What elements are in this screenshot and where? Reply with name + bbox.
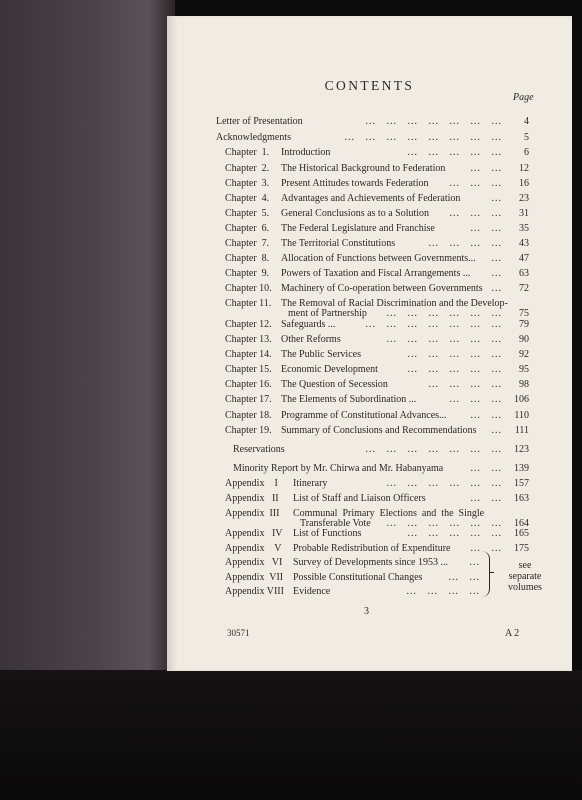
toc-entry <box>167 222 572 236</box>
toc-entry-title: Survey of Developments since 1953 ... <box>293 557 448 568</box>
toc-entry-title: Safeguards ... <box>281 319 336 330</box>
toc-entry-title: Possible Constitutional Changes <box>293 572 423 583</box>
toc-entry-label: Chapter 8. <box>225 253 270 264</box>
toc-entry <box>167 348 572 362</box>
toc-page-number: 43 <box>519 238 529 249</box>
toc-page-number: 98 <box>519 379 529 390</box>
toc-entry-label: Chapter 1. <box>225 147 270 158</box>
toc-leader-dots: ... ... ... ... ... <box>407 147 502 158</box>
toc-entry <box>167 333 572 347</box>
toc-leader-dots: ... <box>491 283 502 294</box>
toc-entry <box>167 462 572 476</box>
page-number: 3 <box>364 606 369 617</box>
toc-page-number: 111 <box>514 425 529 436</box>
toc-entry-title: Summary of Conclusions and Recommendations <box>281 425 477 436</box>
toc-leader-dots: ... ... ... <box>449 394 502 405</box>
toc-entry <box>167 131 572 145</box>
toc-entry-label: Chapter 14. <box>225 349 272 360</box>
toc-page-number: 92 <box>519 349 529 360</box>
toc-leader-dots: ... ... ... ... ... ... <box>386 334 502 345</box>
toc-entry-title: The Federal Legislature and Franchise <box>281 223 435 234</box>
toc-leader-dots: ... ... ... ... ... ... <box>386 308 502 319</box>
toc-leader-dots: ... ... <box>470 463 502 474</box>
toc-entry-title: Reservations <box>233 444 285 455</box>
toc-page-number: 139 <box>514 463 529 474</box>
toc-page-number: 123 <box>514 444 529 455</box>
toc-leader-dots: ... ... ... ... <box>428 379 502 390</box>
toc-entry-label: Chapter 13. <box>225 334 272 345</box>
toc-leader-dots: ... ... <box>448 572 480 583</box>
toc-page-number: 16 <box>519 178 529 189</box>
toc-entry-title-continued: Transferable Vote <box>300 518 371 529</box>
toc-entry-label: Appendix V <box>225 543 282 554</box>
toc-entry-title: The Public Services <box>281 349 361 360</box>
toc-entry-label: Chapter 6. <box>225 223 270 234</box>
toc-entry-title: Acknowledgments <box>216 132 291 143</box>
toc-page-number: 31 <box>519 208 529 219</box>
toc-page-number: 95 <box>519 364 529 375</box>
toc-entry-title: Powers of Taxation and Fiscal Arrangements ... <box>281 268 471 279</box>
toc-page-number: 106 <box>514 394 529 405</box>
toc-leader-dots: ... ... <box>470 223 502 234</box>
toc-leader-dots: ... ... ... <box>449 208 502 219</box>
toc-entry-title: Allocation of Functions between Governments... <box>281 253 476 264</box>
toc-entry <box>167 443 572 457</box>
toc-entry-label: Appendix I <box>225 478 278 489</box>
toc-leader-dots: ... ... ... ... ... <box>407 349 502 360</box>
toc-entry-title: The Elements of Subordination ... <box>281 394 417 405</box>
toc-entry-title: List of Functions <box>293 528 362 539</box>
toc-leader-dots: ... ... ... ... ... ... ... <box>365 116 502 127</box>
toc-page-number: 157 <box>514 478 529 489</box>
toc-entry <box>167 393 572 407</box>
toc-entry <box>167 318 572 332</box>
toc-page-number: 175 <box>514 543 529 554</box>
toc-entry-label: Appendix VI <box>225 557 283 568</box>
toc-page-number: 110 <box>514 410 529 421</box>
toc-entry-title: Machinery of Co-operation between Governments <box>281 283 483 294</box>
toc-leader-dots: ... <box>491 193 502 204</box>
toc-entry-label: Chapter 5. <box>225 208 270 219</box>
toc-entry <box>167 177 572 191</box>
toc-leader-dots: ... ... ... ... ... ... ... <box>365 319 502 330</box>
toc-page-number: 4 <box>524 116 529 127</box>
toc-entry-label: Chapter 2. <box>225 163 270 174</box>
toc-leader-dots: ... ... ... <box>449 178 502 189</box>
toc-entry <box>167 297 572 319</box>
toc-entry-label: Chapter 19. <box>225 425 272 436</box>
toc-entry-label: Appendix III <box>225 508 280 519</box>
see-note-line: see <box>518 560 532 571</box>
toc-page-number: 75 <box>519 308 529 319</box>
toc-leader-dots: ... ... ... ... ... ... <box>386 478 502 489</box>
print-code: 30571 <box>227 628 250 638</box>
scan-background-bottom <box>0 670 582 800</box>
toc-entry-title: Economic Development <box>281 364 378 375</box>
toc-leader-dots: ... ... ... ... <box>406 586 480 597</box>
toc-entry-label: Appendix VII <box>225 572 284 583</box>
toc-page-number: 90 <box>519 334 529 345</box>
toc-page-number: 163 <box>514 493 529 504</box>
toc-page-number: 35 <box>519 223 529 234</box>
toc-leader-dots: ... <box>491 425 502 436</box>
toc-entry-title: Introduction <box>281 147 331 158</box>
toc-entry-title: Communal Primary Elections and the Single <box>293 508 485 519</box>
document-page <box>167 16 572 671</box>
toc-leader-dots: ... <box>469 557 480 568</box>
toc-entry-label: Chapter 4. <box>225 193 270 204</box>
toc-leader-dots: ... ... ... ... ... ... ... ... <box>344 132 502 143</box>
toc-entry <box>167 252 572 266</box>
toc-entry-label: Chapter 18. <box>225 410 272 421</box>
toc-entry-title: Other Reforms <box>281 334 341 345</box>
toc-entry <box>167 378 572 392</box>
see-note-line: separate <box>508 571 542 582</box>
toc-entry <box>167 409 572 423</box>
toc-entry <box>167 363 572 377</box>
toc-entry <box>167 507 572 529</box>
toc-entry-title: Present Attitudes towards Federation <box>281 178 429 189</box>
toc-entry-title: The Removal of Racial Discrimination and the Develop- <box>281 298 508 309</box>
toc-entry-label: Chapter 3. <box>225 178 270 189</box>
toc-leader-dots: ... ... ... ... <box>428 238 502 249</box>
toc-leader-dots: ... ... <box>470 410 502 421</box>
toc-entry-label: Chapter 16. <box>225 379 272 390</box>
toc-page-number: 63 <box>519 268 529 279</box>
toc-leader-dots: ... <box>491 268 502 279</box>
toc-page-number: 23 <box>519 193 529 204</box>
toc-entry-title: Advantages and Achievements of Federation <box>281 193 461 204</box>
toc-entry <box>167 542 572 556</box>
see-note-line: volumes <box>508 582 542 593</box>
toc-entry-title: General Conclusions as to a Solution <box>281 208 430 219</box>
toc-entry <box>167 115 572 129</box>
brace-mark <box>479 551 490 597</box>
toc-entry-title: Programme of Constitutional Advances... <box>281 410 447 421</box>
toc-entry-label: Chapter 9. <box>225 268 270 279</box>
toc-page-number: 164 <box>514 518 529 529</box>
toc-entry-label: Chapter 10. <box>225 283 272 294</box>
toc-entry-label: Appendix VIII <box>225 586 284 597</box>
toc-leader-dots: ... ... ... ... ... ... ... <box>365 444 502 455</box>
toc-entry <box>167 424 572 438</box>
toc-entry <box>167 267 572 281</box>
toc-entry <box>167 527 572 541</box>
toc-entry-label: Chapter 7. <box>225 238 270 249</box>
toc-page-number: 12 <box>519 163 529 174</box>
page-column-label: Page <box>513 92 534 103</box>
toc-entry-title: The Question of Secession <box>281 379 388 390</box>
toc-leader-dots: ... <box>491 253 502 264</box>
toc-entry-label: Appendix IV <box>225 528 283 539</box>
toc-entry-title: Probable Redistribution of Expenditure <box>293 543 451 554</box>
toc-page-number: 165 <box>514 528 529 539</box>
toc-entry-title: The Territorial Constitutions <box>281 238 396 249</box>
toc-leader-dots: ... ... <box>470 543 502 554</box>
toc-entry-title: The Historical Background to Federation <box>281 163 446 174</box>
toc-entry <box>167 162 572 176</box>
toc-entry-label: Appendix II <box>225 493 279 504</box>
toc-entry <box>167 237 572 251</box>
toc-entry-label: Chapter 12. <box>225 319 272 330</box>
page-title: CONTENTS <box>324 78 415 93</box>
toc-leader-dots: ... ... <box>470 493 502 504</box>
toc-entry-title: Letter of Presentation <box>216 116 303 127</box>
toc-entry-title-continued: ment of Partnership <box>288 308 367 319</box>
toc-leader-dots: ... ... ... ... ... ... <box>386 518 502 529</box>
toc-page-number: 79 <box>519 319 529 330</box>
see-separate-volumes-note <box>500 560 550 593</box>
toc-leader-dots: ... ... <box>470 163 502 174</box>
toc-entry-title: Evidence <box>293 586 331 597</box>
toc-entry-label: Chapter 11. <box>225 298 272 309</box>
toc-entry-title: List of Staff and Liaison Officers <box>293 493 426 504</box>
toc-entry <box>167 192 572 206</box>
toc-page-number: 72 <box>519 283 529 294</box>
toc-entry-title: Minority Report by Mr. Chirwa and Mr. Habanyama <box>233 463 444 474</box>
toc-entry-title: Itinerary <box>293 478 328 489</box>
toc-page-number: 5 <box>524 132 529 143</box>
toc-entry <box>167 492 572 506</box>
toc-entry-label: Chapter 17. <box>225 394 272 405</box>
signature-mark: A 2 <box>505 628 520 639</box>
toc-entry <box>167 477 572 491</box>
toc-leader-dots: ... ... ... ... ... <box>407 364 502 375</box>
toc-entry-label: Chapter 15. <box>225 364 272 375</box>
brace-tip <box>489 572 494 573</box>
toc-entry <box>167 146 572 160</box>
toc-leader-dots: ... ... ... ... ... <box>407 528 502 539</box>
toc-page-number: 47 <box>519 253 529 264</box>
toc-page-number: 6 <box>524 147 529 158</box>
toc-entry <box>167 282 572 296</box>
toc-entry <box>167 207 572 221</box>
